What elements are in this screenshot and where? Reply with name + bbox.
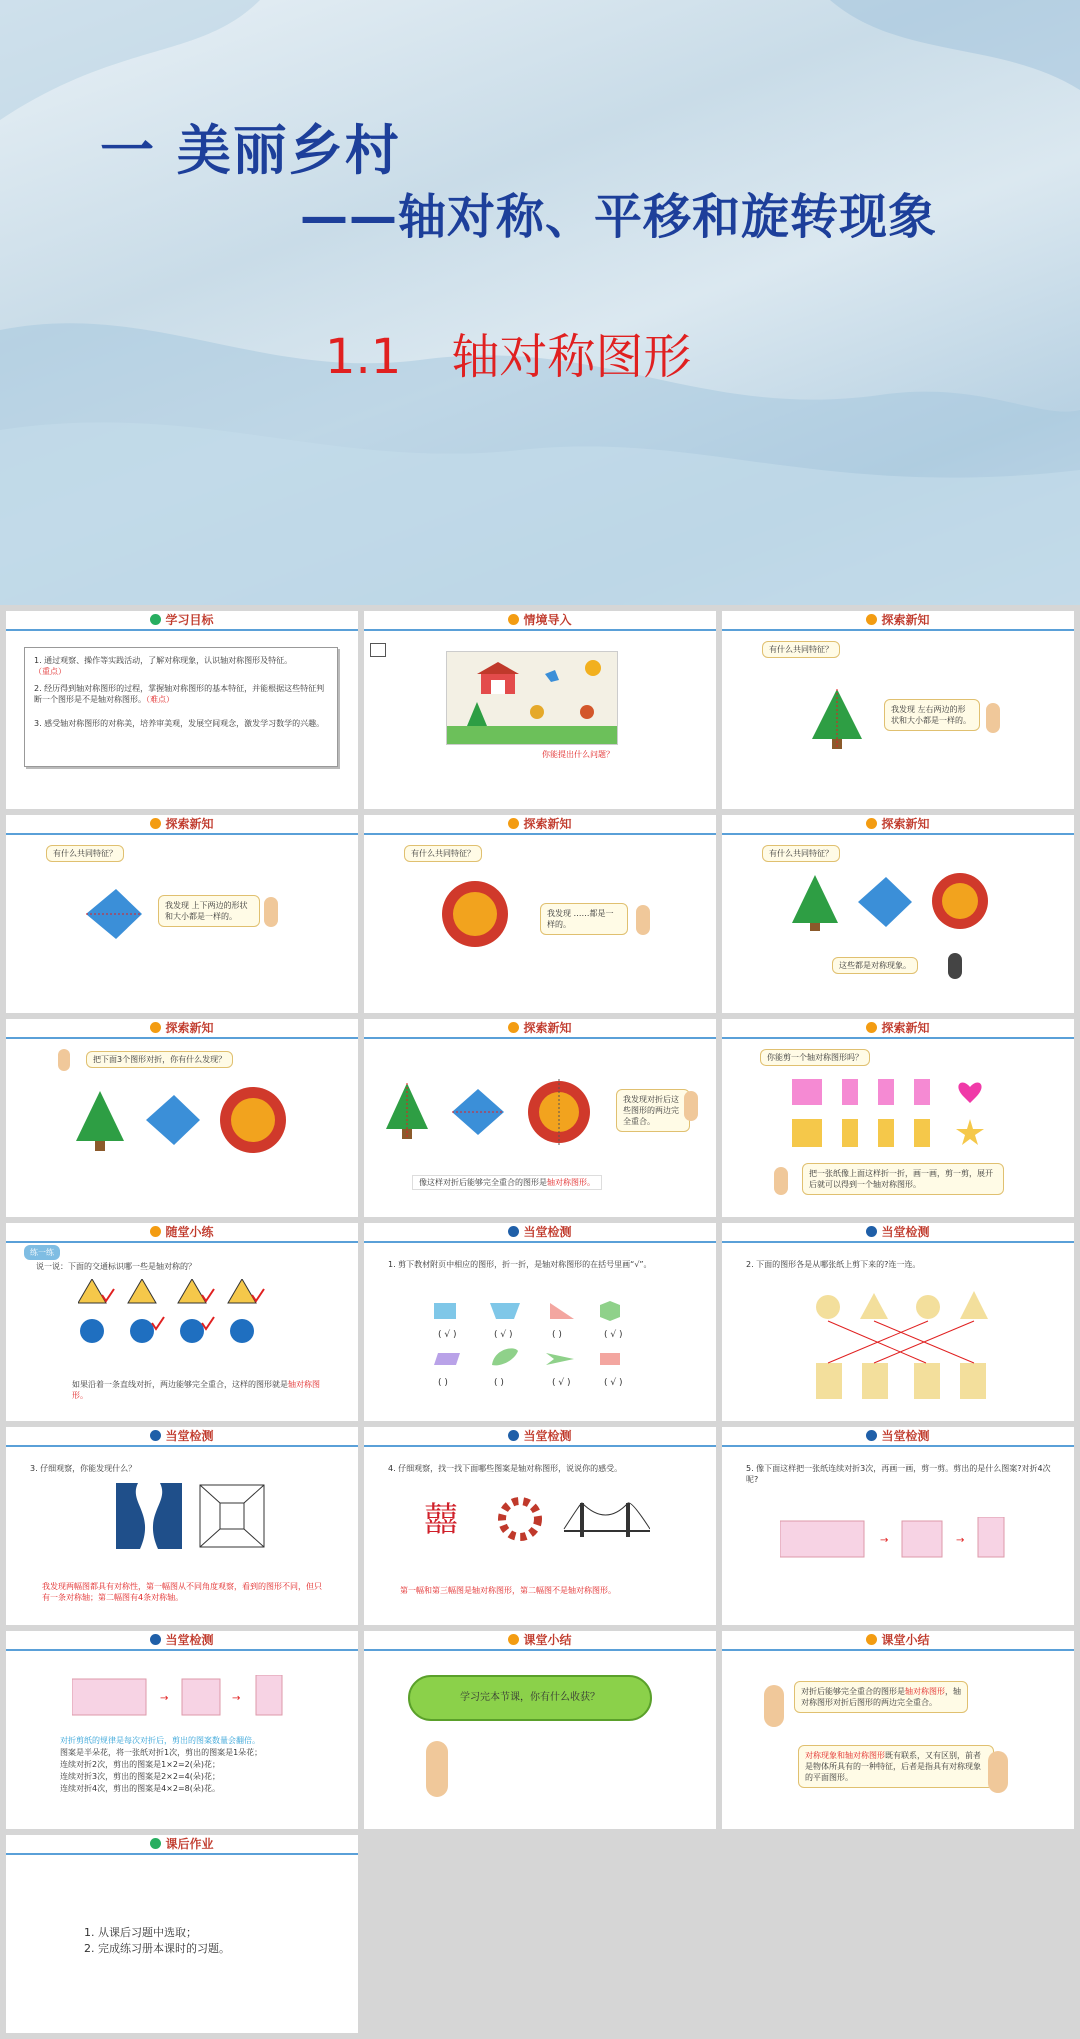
speech-bubble: 我发现 ……都是一样的。	[540, 903, 628, 935]
traffic-signs	[78, 1279, 278, 1349]
slide-explore-3	[364, 815, 716, 1013]
bird-figure	[452, 1089, 504, 1135]
speech-bubble: 我发现 左右两边的形状和大小都是一样的。	[884, 699, 980, 731]
svg-text:( √ ): ( √ )	[494, 1330, 513, 1340]
question-3: 3. 仔细观察，你能发现什么？	[30, 1464, 137, 1473]
definition-caption: 像这样对折后能够完全重合的图形是轴对称图形。	[412, 1175, 602, 1190]
village-picture	[446, 651, 618, 745]
house-icon	[370, 643, 386, 657]
question-bubble: 你能剪一个轴对称图形吗？	[760, 1049, 870, 1066]
cover-title: 一 美丽乡村	[100, 119, 401, 182]
slide-header: 探索新知	[722, 611, 1074, 631]
slide-header: 情境导入	[364, 611, 716, 631]
tree-figure	[812, 689, 862, 749]
slide-explore-1	[722, 611, 1074, 809]
slide-header: 当堂检测	[6, 1427, 358, 1447]
slide-explore-5	[6, 1019, 358, 1217]
bird-figure	[146, 1095, 200, 1145]
svg-text:( ): ( )	[438, 1378, 448, 1388]
student-avatar	[426, 1741, 448, 1797]
student-avatar	[264, 897, 278, 927]
teacher-avatar	[948, 953, 962, 979]
slide-header: 当堂检测	[364, 1427, 716, 1447]
slide-header: 当堂检测	[6, 1631, 358, 1651]
question-bubble: 有什么共同特征？	[762, 845, 840, 862]
sun-figure	[218, 1085, 288, 1155]
folding-steps	[72, 1675, 302, 1721]
svg-text:( √ ): ( √ )	[604, 1330, 623, 1340]
speech-bubble: 我发现对折后这些图形的两边完全重合。	[616, 1089, 690, 1132]
question-bubble: 把下面3个图形对折，你有什么发现？	[86, 1051, 233, 1068]
result-line-1: 图案是半朵花，将一张纸对折1次，剪出的图案是1朵花；	[60, 1748, 263, 1757]
slide-homework	[6, 1835, 358, 2033]
cross-tools-icon	[150, 1430, 161, 1441]
slide-header: 课堂小结	[364, 1631, 716, 1651]
slide-explore-6	[364, 1019, 716, 1217]
speech-bubble: 这些都是对称现象。	[832, 957, 918, 974]
shape-grid	[434, 1299, 634, 1399]
sun-figure	[526, 1079, 592, 1145]
cross-tools-icon	[866, 1226, 877, 1237]
folding-rule: 对折剪纸的规律是每次对折后，剪出的图案数量会翻倍。	[60, 1736, 260, 1745]
question-bubble: 有什么共同特征？	[404, 845, 482, 862]
student-avatar	[636, 905, 650, 935]
book-icon	[150, 1838, 161, 1849]
question-text: 你能提出什么问题？	[542, 750, 614, 759]
watercolor-background	[0, 0, 1080, 605]
svg-text:( ): ( )	[552, 1330, 562, 1340]
circle-icon	[508, 1634, 519, 1645]
student-avatar	[764, 1685, 784, 1727]
question-2: 2. 下面的图形各是从哪张纸上剪下来的?连一连。	[746, 1260, 921, 1269]
sun-figure	[440, 879, 510, 949]
svg-text:→: →	[880, 1535, 889, 1546]
slide-header: 探索新知	[6, 1019, 358, 1039]
question-1: 1. 剪下教材附页中相应的图形，折一折，是轴对称图形的在括号里画“√”。	[388, 1260, 652, 1269]
question-5: 5. 像下面这样把一张纸连续对折3次，再画一画，剪一剪。剪出的是什么图案?对折4次呢?	[746, 1464, 1051, 1484]
question-4: 4. 仔细观察，找一找下面哪些图案是轴对称图形，说说你的感受。	[388, 1464, 623, 1473]
circle-icon	[150, 1226, 161, 1237]
circle-icon	[508, 818, 519, 829]
circle-icon	[508, 1022, 519, 1033]
slide-learning-goals	[6, 611, 358, 809]
slide-header: 当堂检测	[722, 1427, 1074, 1447]
student-avatar	[988, 1751, 1008, 1793]
bird-figure	[858, 877, 912, 927]
goal-1: 1. 通过观察、操作等实践活动，了解对称现象，认识轴对称图形及特征。 （重点）	[34, 656, 293, 676]
speech-bubble: 我发现 上下两边的形状和大小都是一样的。	[158, 895, 260, 927]
circle-icon	[866, 614, 877, 625]
slide-check-3	[6, 1427, 358, 1625]
slide-header: 探索新知	[722, 1019, 1074, 1039]
cover-slide	[0, 0, 1080, 605]
circle-icon	[866, 818, 877, 829]
summary-bubble-2: 对称现象和轴对称图形既有联系，又有区别，前者是物体所具有的一种特征，后者是指具有对称现象的平面图形。	[798, 1745, 994, 1788]
answer-4: 第一幅和第三幅图是轴对称图形，第二幅图不是轴对称图形。	[400, 1586, 616, 1595]
slide-explore-7	[722, 1019, 1074, 1217]
slide-explore-2	[6, 815, 358, 1013]
slide-summary-2	[722, 1631, 1074, 1829]
slide-check-2	[722, 1223, 1074, 1421]
tree-figure	[792, 875, 838, 931]
circle-icon	[150, 818, 161, 829]
slide-header: 探索新知	[722, 815, 1074, 835]
svg-text:( √ ): ( √ )	[552, 1378, 571, 1388]
cross-tools-icon	[866, 1430, 877, 1441]
svg-text:( √ ): ( √ )	[604, 1378, 623, 1388]
slide-header: 当堂检测	[722, 1223, 1074, 1243]
homework-1: 1. 从课后习题中选取；	[84, 1926, 197, 1939]
svg-text:→: →	[232, 1693, 241, 1704]
svg-text:→: →	[160, 1693, 169, 1704]
result-line-2: 连续对折2次，剪出的图案是1×2=2(朵)花；	[60, 1760, 221, 1769]
face-icon	[150, 614, 161, 625]
slide-header: 随堂小练	[6, 1223, 358, 1243]
svg-text:囍: 囍	[424, 1500, 458, 1540]
slide-header: 学习目标	[6, 611, 358, 631]
bird-figure	[86, 889, 142, 939]
sun-figure	[930, 871, 990, 931]
slide-check-1	[364, 1223, 716, 1421]
paper-cutting-steps	[792, 1075, 1002, 1151]
slide-explore-4	[722, 815, 1074, 1013]
slide-summary-1	[364, 1631, 716, 1829]
slide-check-4	[364, 1427, 716, 1625]
slide-header: 探索新知	[6, 815, 358, 835]
practice-badge: 练一练	[24, 1245, 60, 1260]
question-bubble: 有什么共同特征？	[46, 845, 124, 862]
student-avatar	[774, 1167, 788, 1195]
matching-figures	[808, 1283, 998, 1403]
speech-bubble: 把一张纸像上面这样折一折，画一画，剪一剪，展开后就可以得到一个轴对称图形。	[802, 1163, 1004, 1195]
slide-header: 探索新知	[364, 815, 716, 835]
thought-cloud: 学习完本节课，你有什么收获？	[408, 1675, 652, 1721]
vase-and-frame	[116, 1483, 276, 1551]
student-avatar	[684, 1091, 698, 1121]
lesson-title: 轴对称图形	[451, 329, 692, 385]
goal-3: 3. 感受轴对称图形的对称美，培养审美观，发展空间观念，激发学习数学的兴趣。	[34, 719, 325, 728]
slide-header: 课后作业	[6, 1835, 358, 1855]
lesson-number: 1.1	[325, 329, 402, 385]
svg-text:→: →	[956, 1535, 965, 1546]
student-avatar	[986, 703, 1000, 733]
result-line-3: 连续对折3次，剪出的图案是2×2=4(朵)花；	[60, 1772, 221, 1781]
slide-check-6	[6, 1631, 358, 1829]
teacher-avatar	[58, 1049, 70, 1071]
answer-3: 我发现两幅图都具有对称性，第一幅图从不同角度观察，看到的图形不同，但只有一条对称轴；第二幅图有4条对称轴。	[42, 1582, 322, 1602]
circle-icon	[508, 614, 519, 625]
summary-bubble-1: 对折后能够完全重合的图形是轴对称图形，轴对称图形对折后图形的两边完全重合。	[794, 1681, 968, 1713]
question-bubble: 有什么共同特征？	[762, 641, 840, 658]
circle-icon	[866, 1022, 877, 1033]
goal-2: 2. 经历得到轴对称图形的过程，掌握轴对称图形的基本特征，并能根据这些特征判断一个图形是不是轴对称图形。（难点）	[34, 684, 325, 704]
slide-scenario-intro	[364, 611, 716, 809]
circle-icon	[150, 1022, 161, 1033]
slide-check-5	[722, 1427, 1074, 1625]
svg-text:( ): ( )	[494, 1378, 504, 1388]
practice-note: 如果沿着一条直线对折，两边能够完全重合，这样的图形就是轴对称图形。	[72, 1380, 320, 1400]
cross-tools-icon	[150, 1634, 161, 1645]
pattern-row	[420, 1497, 650, 1547]
tree-figure	[386, 1083, 428, 1139]
practice-question: 说一说：下面的交通标识哪一些是轴对称的？	[36, 1262, 196, 1271]
folding-steps	[780, 1517, 1020, 1567]
cross-tools-icon	[508, 1226, 519, 1237]
svg-text:( √ ): ( √ )	[438, 1330, 457, 1340]
slide-header: 探索新知	[364, 1019, 716, 1039]
result-line-4: 连续对折4次，剪出的图案是4×2=8(朵)花。	[60, 1784, 221, 1793]
circle-icon	[866, 1634, 877, 1645]
slide-header: 当堂检测	[364, 1223, 716, 1243]
slide-header: 课堂小结	[722, 1631, 1074, 1651]
lesson-heading	[325, 318, 691, 387]
tree-figure	[76, 1091, 124, 1151]
homework-2: 2. 完成练习册本课时的习题。	[84, 1942, 230, 1955]
cross-tools-icon	[508, 1430, 519, 1441]
cover-subtitle: ——轴对称、平移和旋转现象	[300, 189, 938, 245]
slide-practice	[6, 1223, 358, 1421]
